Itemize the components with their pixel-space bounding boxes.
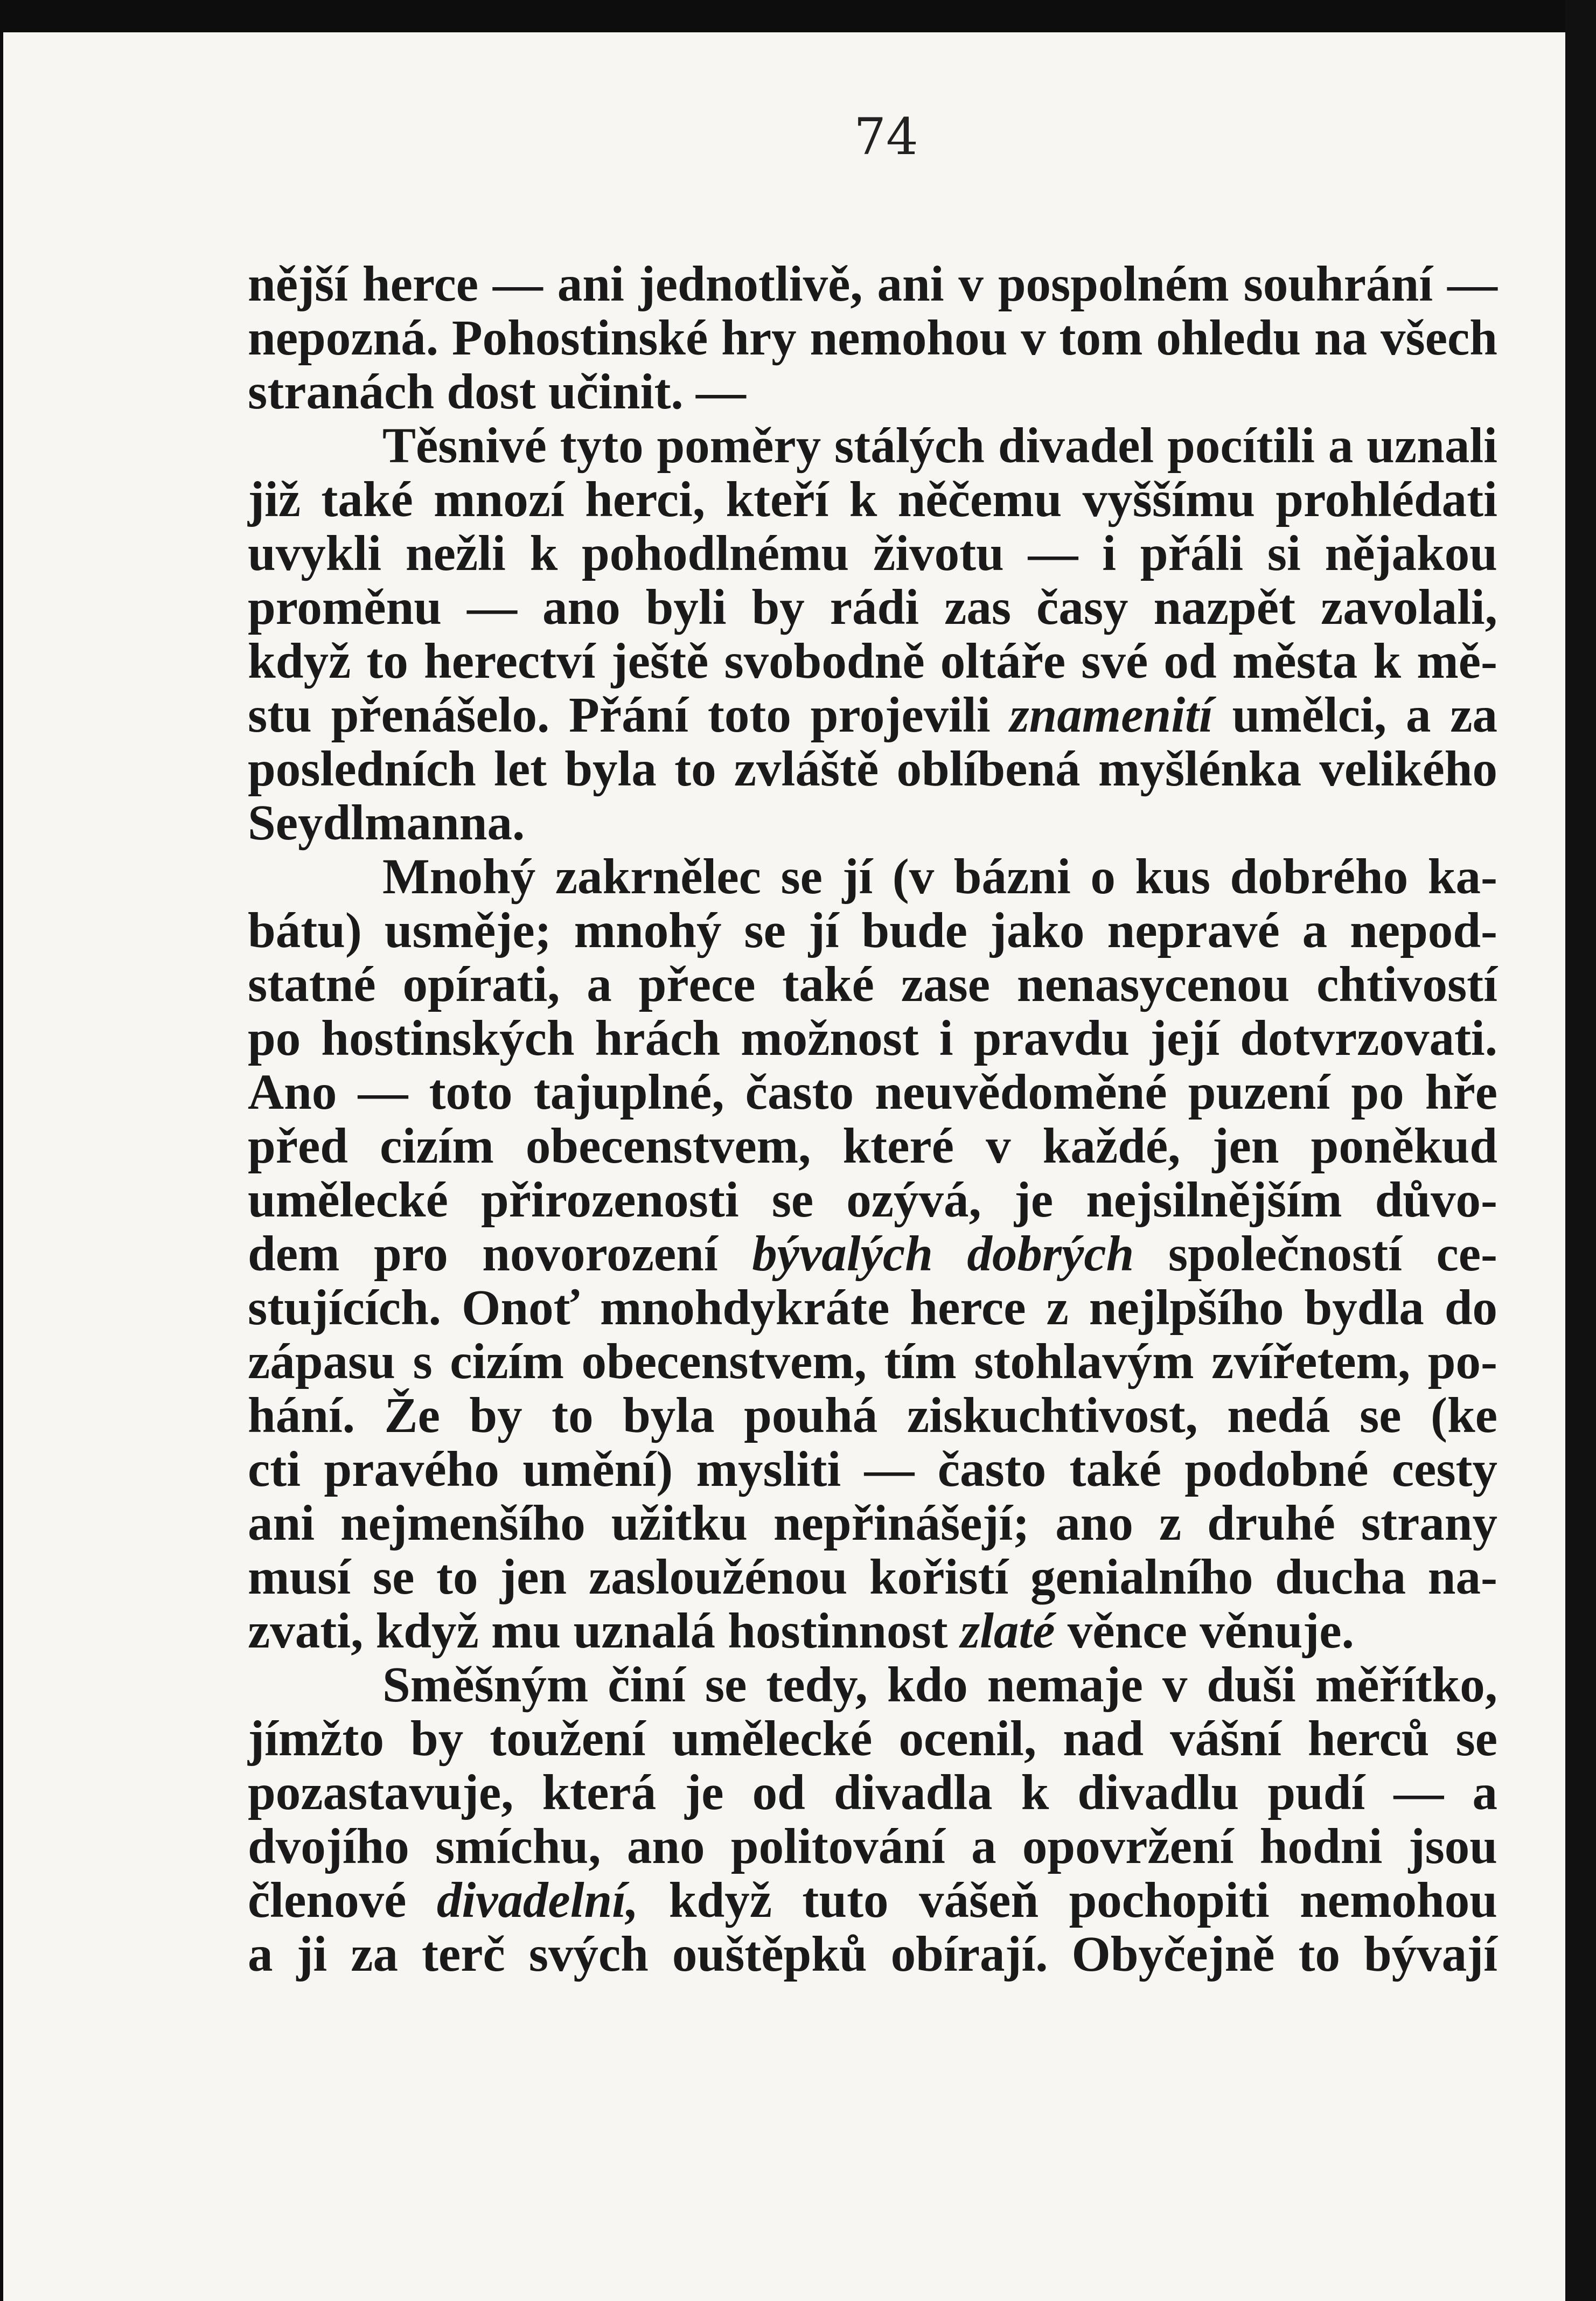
text-line: již také mnozí herci, kteří k něčemu vyššímu prohlédati — [248, 472, 1497, 527]
text-line: posledních let byla to zvláště oblíbená myšlénka velikého — [248, 741, 1497, 797]
text-line: musí se to jen zasloužénou kořistí genialního ducha na- — [248, 1549, 1497, 1605]
text-line: uvykli nežli k pohodlnému životu — i přáli si nějakou — [248, 526, 1497, 581]
text-line: když to herectví ještě svobodně oltáře své od města k mě- — [248, 634, 1497, 689]
text-line: statné opírati, a přece také zase nenasycenou chtivostí — [248, 957, 1497, 1012]
text-line: nější herce — ani jednotlivě, ani v pospolném souhrání — — [248, 256, 1497, 312]
paragraph-start-line: Těsnivé tyto poměry stálých divadel pocítili a uznali — [382, 418, 1497, 474]
italic-emphasis: zlaté — [960, 1603, 1055, 1659]
text-line: pozastavuje, která je od divadla k divadlu pudí — a — [248, 1765, 1497, 1820]
text-line: stu přenášelo. Přání toto projevili znamenití umělci, a za — [248, 687, 1497, 743]
italic-emphasis: znamenití — [1009, 687, 1213, 743]
italic-emphasis: bývalých dobrých — [752, 1226, 1134, 1282]
text-line: po hostinských hrách možnost i pravdu její dotvrzovati. — [248, 1011, 1497, 1066]
text-line: nepozná. Pohostinské hry nemohou v tom ohledu na všech — [248, 310, 1497, 366]
text-line: dvojího smíchu, ano politování a opovržení hodni jsou — [248, 1819, 1497, 1874]
text-line: zvati, když mu uznalá hostinnost zlaté věnce věnuje. — [248, 1603, 1354, 1659]
text-line: stujících. Onoť mnohdykráte herce z nejlpšího bydla do — [248, 1280, 1497, 1336]
text-line: stranách dost učinit. — — [248, 364, 746, 420]
italic-emphasis: divadelní, — [436, 1873, 639, 1928]
text-line: proměnu — ano byli by rádi zas časy nazpět zavolali, — [248, 580, 1497, 635]
text-line: před cizím obecenstvem, které v každé, jen poněkud — [248, 1118, 1497, 1174]
text-line: dem pro novorození bývalých dobrých společností ce- — [248, 1226, 1497, 1282]
text-line: cti pravého umění) mysliti — často také podobné cesty — [248, 1442, 1497, 1497]
text-line: hání. Že by to byla pouhá ziskuchtivost, nedá se (ke — [248, 1388, 1497, 1443]
text-line: bátu) usměje; mnohý se jí bude jako nepravé a nepod- — [248, 903, 1497, 958]
text-line: členové divadelní, když tuto vášeň pochopiti nemohou — [248, 1873, 1497, 1928]
paragraph-start-line: Směšným činí se tedy, kdo nemaje v duši měřítko, — [382, 1657, 1497, 1713]
page-number: 74 — [854, 108, 918, 166]
body-text — [248, 258, 1497, 1982]
text-line: zápasu s cizím obecenstvem, tím stohlavým zvířetem, po- — [248, 1334, 1497, 1389]
text-line: jímžto by toužení umělecké ocenil, nad vášní herců se — [248, 1711, 1497, 1767]
text-line: Seydlmanna. — [248, 795, 525, 851]
scan-edge — [1565, 0, 1596, 2301]
paragraph-start-line: Mnohý zakrnělec se jí (v bázni o kus dobrého ka- — [382, 849, 1497, 905]
text-line: a ji za terč svých ouštěpků obírají. Obyčejně to bývají — [248, 1927, 1497, 1982]
text-line: Ano — toto tajuplné, často neuvědoměné puzení po hře — [248, 1065, 1497, 1120]
text-line: ani nejmenšího užitku nepřinášejí; ano z druhé strany — [248, 1496, 1497, 1551]
text-line: umělecké přirozenosti se ozývá, je nejsilnějším důvo- — [248, 1172, 1497, 1228]
